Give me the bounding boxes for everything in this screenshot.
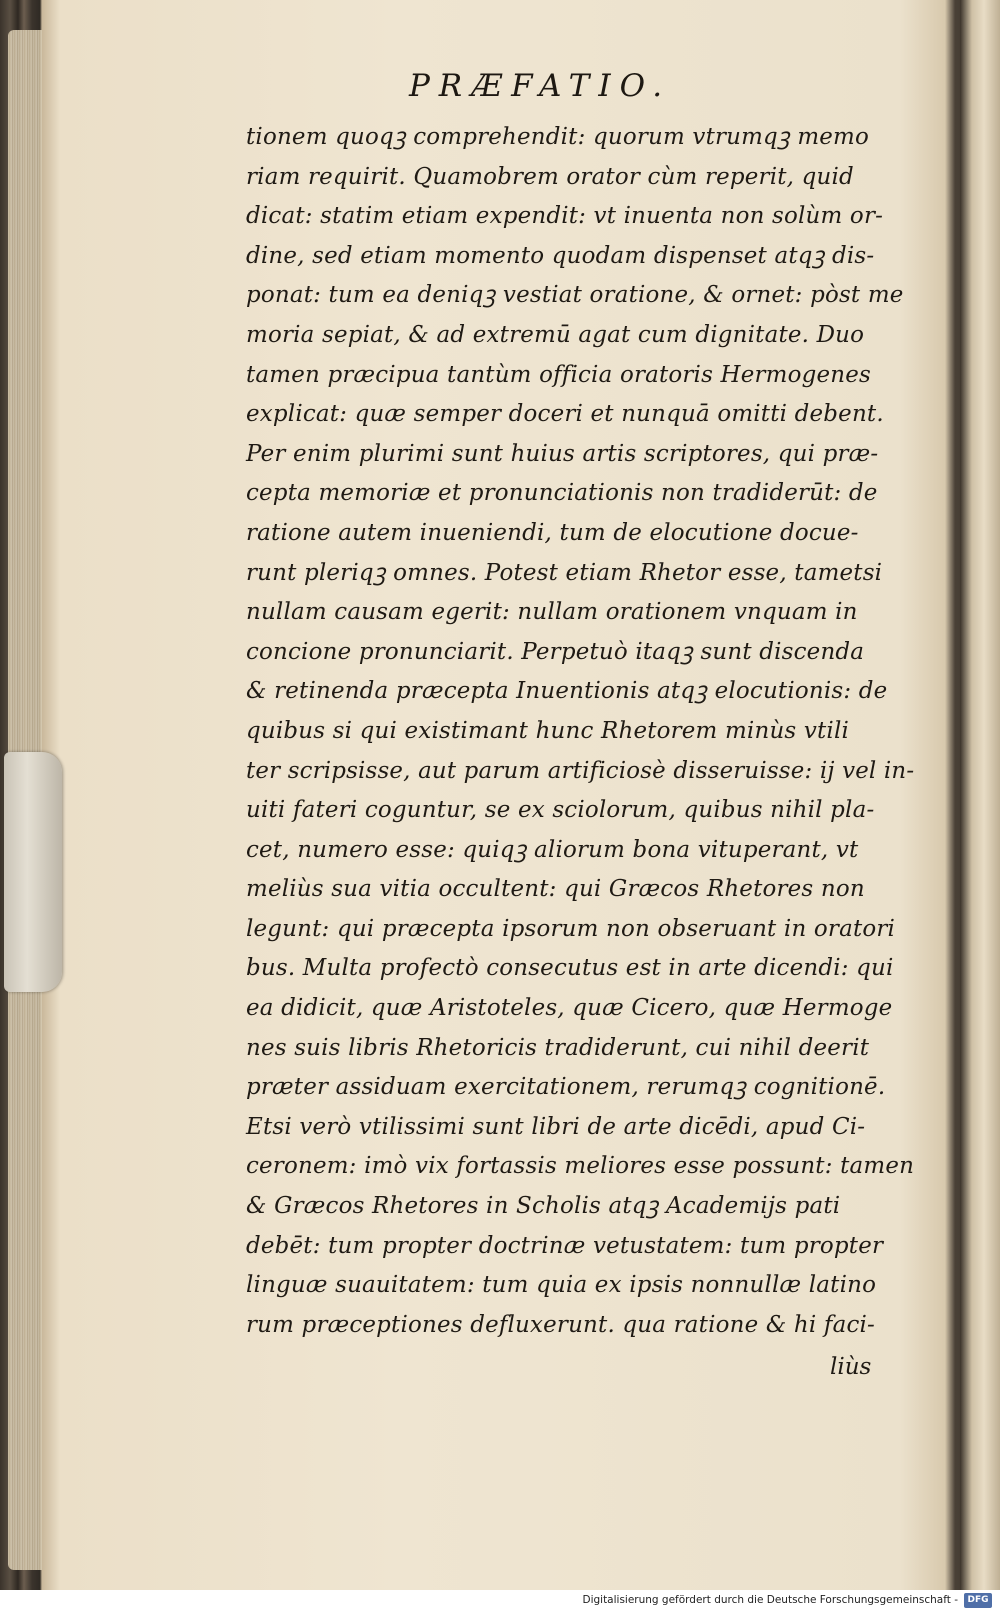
text-line: moria sepiat, & ad extremū agat cum dignitate. Duo [246, 321, 865, 348]
text-line: legunt: qui præcepta ipsorum non obseruant in oratori [246, 915, 896, 942]
funding-credit: Digitalisierung gefördert durch die Deutsche Forschungsgemeinschaft - [582, 1594, 958, 1606]
text-line: tamen præcipua tantùm officia oratoris Hermogenes [246, 361, 871, 388]
book-clamp [4, 752, 62, 992]
text-line: ea didicit, quæ Aristoteles, quæ Cicero, quæ Hermoge [246, 995, 893, 1022]
text-line: concione pronunciarit. Perpetuò itaqꝫ sunt discenda [246, 638, 865, 665]
text-line: debēt: tum propter doctrinæ vetustatem: tum propter [246, 1232, 884, 1259]
text-line: dine, sed etiam momento quodam dispenset atqꝫ dis- [246, 242, 875, 269]
text-line: linguæ suauitatem: tum quia ex ipsis nonnullæ latino [246, 1272, 877, 1299]
text-line: nes suis libris Rhetoricis tradiderunt, cui nihil deerit [246, 1034, 870, 1061]
text-line: cet, numero esse: quiqꝫ aliorum bona vituperant, vt [246, 836, 859, 863]
body-text [246, 118, 916, 1345]
text-line: ceronem: imò vix fortassis meliores esse possunt: tamen [246, 1153, 915, 1180]
running-head: PRÆFATIO. [408, 68, 672, 104]
catchword: liùs [830, 1354, 872, 1380]
text-line: bus. Multa profectò consecutus est in arte dicendi: qui [246, 955, 894, 982]
text-line: quibus si qui existimant hunc Rhetorem minùs vtili [246, 717, 850, 744]
dfg-logo-icon: DFG [964, 1593, 992, 1608]
text-line: dicat: statim etiam expendit: vt inuenta non solùm or- [246, 203, 884, 230]
text-line: rum præceptiones defluxerunt. qua ratione & hi faci- [246, 1311, 876, 1338]
text-line: tionem quoqꝫ comprehendit: quorum vtrumqꝫ memo [246, 124, 870, 150]
text-line: riam requirit. Quamobrem orator cùm reperit, quid [246, 163, 854, 190]
text-line: meliùs sua vitia occultent: qui Græcos Rhetores non [246, 876, 865, 903]
text-line: præter assiduam exercitationem, rerumqꝫ cognitionē. [246, 1074, 886, 1101]
text-line: ter scripsisse, aut parum artificiosè disseruisse: ij vel in- [246, 757, 915, 784]
text-line: cepta memoriæ et pronunciationis non tradiderūt: de [246, 480, 878, 507]
text-line: runt pleriqꝫ omnes. Potest etiam Rhetor esse, tametsi [246, 559, 883, 586]
text-line: explicat: quæ semper doceri et nunquā omitti debent. [246, 401, 884, 428]
text-line: Per enim plurimi sunt huius artis scriptores, qui præ- [246, 440, 879, 467]
text-line: ratione autem inueniendi, tum de elocutione docue- [246, 519, 859, 546]
text-line: & retinenda præcepta Inuentionis atqꝫ elocutionis: de [246, 678, 888, 705]
text-line: ponat: tum ea deniqꝫ vestiat oratione, & ornet: pòst me [246, 282, 904, 309]
footer-bar [0, 1590, 1000, 1614]
text-line: uiti fateri coguntur, se ex sciolorum, quibus nihil pla- [246, 797, 875, 824]
text-line: nullam causam egerit: nullam orationem vnquam in [246, 599, 858, 626]
text-line: & Græcos Rhetores in Scholis atqꝫ Academijs pati [246, 1193, 841, 1220]
facing-page-edge [960, 0, 1000, 1590]
text-line: Etsi verò vtilissimi sunt libri de arte dicēdi, apud Ci- [246, 1113, 866, 1140]
